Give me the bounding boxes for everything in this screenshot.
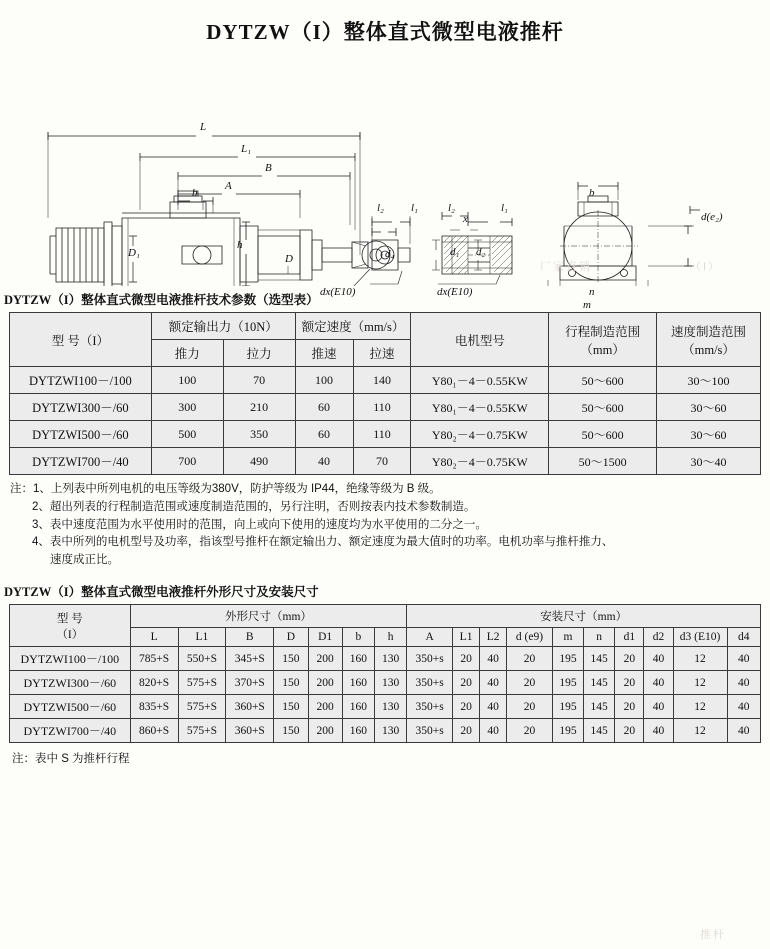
table-row [10,394,761,421]
dims-cell-value: 150 [274,647,308,671]
dims-cell-value: 40 [480,647,507,671]
dims-cell-value: 200 [308,695,342,719]
dims-cell-value: 835+S [130,695,178,719]
spec-cell-model: DYTZWI100－/100 [10,367,152,394]
dims-header-col-m: m [552,628,583,647]
spec-note-3: 3、表中速度范围为水平使用时的范围，向上或向下使用的速度均为水平使用的二分之一。 [32,518,487,531]
spec-cell-push: 300 [151,394,223,421]
dims-header-col-b: b [342,628,374,647]
dims-cell-value: 40 [644,671,673,695]
dims-cell-value: 40 [480,695,507,719]
spec-cell-vrange: 30～40 [657,448,761,475]
spec-cell-vpush: 60 [295,394,353,421]
spec-cell-motor: Y80₂－4－0.75KW [411,421,549,448]
dims-cell-value: 370+S [226,671,274,695]
spec-cell-model: DYTZWI300－/60 [10,394,152,421]
dim-label-l2-a: l₂ [377,202,384,214]
dims-cell-value: 40 [644,647,673,671]
dims-header-col-n: n [584,628,615,647]
dims-cell-value: 20 [507,671,553,695]
dims-cell-model: DYTZWI700－/40 [10,719,131,743]
dims-cell-value: 150 [274,671,308,695]
spec-notes [0,475,770,572]
spec-cell-vpush: 100 [295,367,353,394]
dim-label-m: m [583,299,591,311]
dims-cell-value: 820+S [130,671,178,695]
dims-caption-lead: DYTZW（I） [4,585,82,600]
dims-header-model-line1: 型 号 [56,612,83,625]
dims-header-col-h: h [375,628,407,647]
dims-cell-value: 130 [375,695,407,719]
spec-caption-lead: DYTZW（I） [4,293,82,307]
dims-cell-value: 40 [480,671,507,695]
dimensions-table [9,604,761,743]
spec-cell-model: DYTZWI700－/40 [10,448,152,475]
spec-header-speed-group: 额定速度（mm/s） [295,313,411,340]
dim-label-l2-b: l₂ [448,202,455,214]
spec-cell-vrange: 30～60 [657,421,761,448]
dims-header-col-L2i: L2 [480,628,507,647]
spec-cell-stroke: 50～600 [549,367,657,394]
spec-cell-vpull: 140 [353,367,411,394]
table-row [10,421,761,448]
dims-cell-value: 130 [375,671,407,695]
dims-cell-value: 130 [375,719,407,743]
dims-cell-value: 20 [507,719,553,743]
spec-cell-pull: 350 [223,421,295,448]
dims-cell-value: 160 [342,695,374,719]
dim-label-L: L [200,121,207,133]
dim-label-l1-a: l₁ [411,202,418,214]
spec-header-force-pull: 拉力 [223,340,295,367]
spec-header-velocity-group: 速度制造范围（mm/s） [657,313,761,367]
dim-label-l1-b: l₁ [501,202,508,214]
dims-cell-model: DYTZWI100－/100 [10,647,131,671]
table-row [10,448,761,475]
dims-cell-model: DYTZWI300－/60 [10,671,131,695]
table-row [10,695,761,719]
dims-cell-value: 12 [673,671,727,695]
spec-cell-vpush: 40 [295,448,353,475]
dims-cell-value: 40 [480,719,507,743]
dims-cell-value: 160 [342,647,374,671]
dim-label-B: B [265,162,272,174]
dims-cell-value: 350+s [407,647,453,671]
dims-cell-value: 160 [342,671,374,695]
dims-cell-value: 860+S [130,719,178,743]
dims-header-col-d4: d4 [727,628,760,647]
dims-cell-value: 40 [727,647,760,671]
dims-cell-value: 40 [644,719,673,743]
dim-label-d-e2: d(e₂) [701,211,723,223]
spec-cell-motor: Y80₂－4－0.75KW [411,448,549,475]
table-row [10,671,761,695]
dim-label-D1: D₁ [128,247,140,259]
dims-header-col-D1: D1 [308,628,342,647]
dims-cell-value: 145 [584,695,615,719]
dims-header-col-d1: d1 [615,628,644,647]
dims-footnote: 注：表中 S 为推杆行程 [12,753,130,766]
dim-label-A: A [225,180,232,192]
spec-cell-pull: 490 [223,448,295,475]
dims-section-caption [0,572,770,604]
spec-cell-vpush: 60 [295,421,353,448]
dim-label-d4: d₄ [385,248,395,260]
dims-cell-value: 20 [507,647,553,671]
dims-cell-value: 575+S [178,671,226,695]
dims-header-col-B: B [226,628,274,647]
dim-label-x: x [463,213,468,225]
spec-note-4-cont: 速度成正比。 [50,554,119,567]
dims-header-install-group: 安装尺寸（mm） [407,605,761,628]
spec-cell-pull: 70 [223,367,295,394]
dims-cell-value: 12 [673,695,727,719]
spec-cell-motor: Y80₁－4－0.55KW [411,367,549,394]
dims-cell-value: 20 [453,719,480,743]
watermark-text-1: 厂家直销 [540,261,592,273]
table-row [10,647,761,671]
dims-caption-text: 整体直式微型电液推杆外形尺寸及安装尺寸 [81,585,319,600]
spec-cell-model: DYTZWI500－/60 [10,421,152,448]
dims-cell-value: 195 [552,671,583,695]
dims-header-col-L: L [130,628,178,647]
spec-caption-text: 整体直式微型电液推杆技术参数（选型表） [81,293,319,307]
dim-label-b-left: b [192,187,198,199]
dims-cell-value: 160 [342,719,374,743]
spec-cell-vpull: 110 [353,394,411,421]
spec-cell-stroke: 50～600 [549,394,657,421]
watermark-text-3: 推杆 [700,929,726,941]
spec-header-speed-pull: 拉速 [353,340,411,367]
dims-cell-value: 145 [584,671,615,695]
dims-cell-value: 200 [308,647,342,671]
page-title: DYTZW（I）整体直式微型电液推杆 [206,20,564,44]
dims-cell-value: 350+s [407,671,453,695]
spec-cell-stroke: 50～600 [549,421,657,448]
dims-header-col-L1: L1 [178,628,226,647]
dim-label-d1: d₁ [450,246,460,258]
spec-header-stroke-group: 行程制造范围（mm） [549,313,657,367]
dims-cell-value: 350+s [407,719,453,743]
spec-cell-push: 100 [151,367,223,394]
dims-header-col-A: A [407,628,453,647]
dim-label-b-right: b [589,187,595,199]
dim-label-n: n [589,286,595,298]
table-row [10,367,761,394]
dims-cell-value: 145 [584,647,615,671]
spec-cell-vpull: 70 [353,448,411,475]
dims-cell-value: 20 [615,695,644,719]
dims-cell-value: 40 [727,671,760,695]
dims-cell-value: 145 [584,719,615,743]
dim-label-h: h [237,239,243,251]
dims-cell-value: 20 [615,719,644,743]
dims-cell-value: 150 [274,695,308,719]
spec-cell-vrange: 30～100 [657,367,761,394]
dims-header-col-d3-e10: d3 (E10) [673,628,727,647]
dims-cell-value: 195 [552,647,583,671]
dims-cell-value: 200 [308,719,342,743]
dims-cell-value: 350+s [407,695,453,719]
spec-header-model: 型 号（I） [10,313,152,367]
dims-cell-value: 360+S [226,719,274,743]
spec-cell-vrange: 30～60 [657,394,761,421]
dims-cell-value: 345+S [226,647,274,671]
dims-header-outline-group: 外形尺寸（mm） [130,605,407,628]
dims-cell-value: 40 [727,695,760,719]
dims-cell-value: 20 [615,671,644,695]
spec-cell-push: 700 [151,448,223,475]
dims-cell-value: 200 [308,671,342,695]
spec-note-1: 注：1、上列表中所列电机的电压等级为380V，防护等级为 IP44，绝缘等级为 B 级。 [10,483,441,495]
spec-header-force-group: 额定输出力（10N） [151,313,295,340]
spec-cell-pull: 210 [223,394,295,421]
dims-header-col-d-e9: d (e9) [507,628,553,647]
dims-cell-value: 130 [375,647,407,671]
dims-cell-value: 195 [552,695,583,719]
dim-label-D: D [285,253,293,265]
spec-cell-vpull: 110 [353,421,411,448]
spec-header-force-push: 推力 [151,340,223,367]
spec-section-caption [0,286,770,312]
watermark-text-2: （I） [690,261,722,273]
dims-cell-value: 20 [453,695,480,719]
table-row [10,719,761,743]
dims-cell-value: 40 [644,695,673,719]
spec-header-speed-push: 推速 [295,340,353,367]
spec-cell-push: 500 [151,421,223,448]
dims-cell-value: 785+S [130,647,178,671]
dims-header-col-D: D [274,628,308,647]
dims-cell-value: 360+S [226,695,274,719]
dims-header-col-d2: d2 [644,628,673,647]
dims-cell-value: 40 [727,719,760,743]
spec-header-motor: 电机型号 [411,313,549,367]
dims-cell-value: 150 [274,719,308,743]
dims-cell-model: DYTZWI500－/60 [10,695,131,719]
dims-cell-value: 12 [673,719,727,743]
dims-cell-value: 20 [453,671,480,695]
dim-label-L1: L₁ [241,143,251,155]
spec-note-2: 2、超出列表的行程制造范围或速度制造范围的，另行注明，否则按表内技术参数制造。 [32,500,476,513]
dims-cell-value: 550+S [178,647,226,671]
spec-cell-motor: Y80₁－4－0.55KW [411,394,549,421]
dims-cell-value: 20 [453,647,480,671]
spec-note-4: 4、表中所列的电机型号及功率，指该型号推杆在额定输出力、额定速度为最大值时的功率。电机功率与推杆推力、 [32,536,614,549]
dims-header-col-L1i: L1 [453,628,480,647]
dims-cell-value: 20 [615,647,644,671]
dims-cell-value: 575+S [178,695,226,719]
dims-cell-value: 12 [673,647,727,671]
dim-label-dx-e10-b: dx(E10) [437,286,473,298]
dims-header-model-line2: （I） [56,628,84,641]
dim-label-d2: d₂ [476,246,486,258]
spec-cell-stroke: 50～1500 [549,448,657,475]
spec-table [9,312,761,475]
dims-cell-value: 195 [552,719,583,743]
dims-cell-value: 20 [507,695,553,719]
dim-label-dx-e10-a: dx(E10) [320,286,356,298]
dims-cell-value: 575+S [178,719,226,743]
